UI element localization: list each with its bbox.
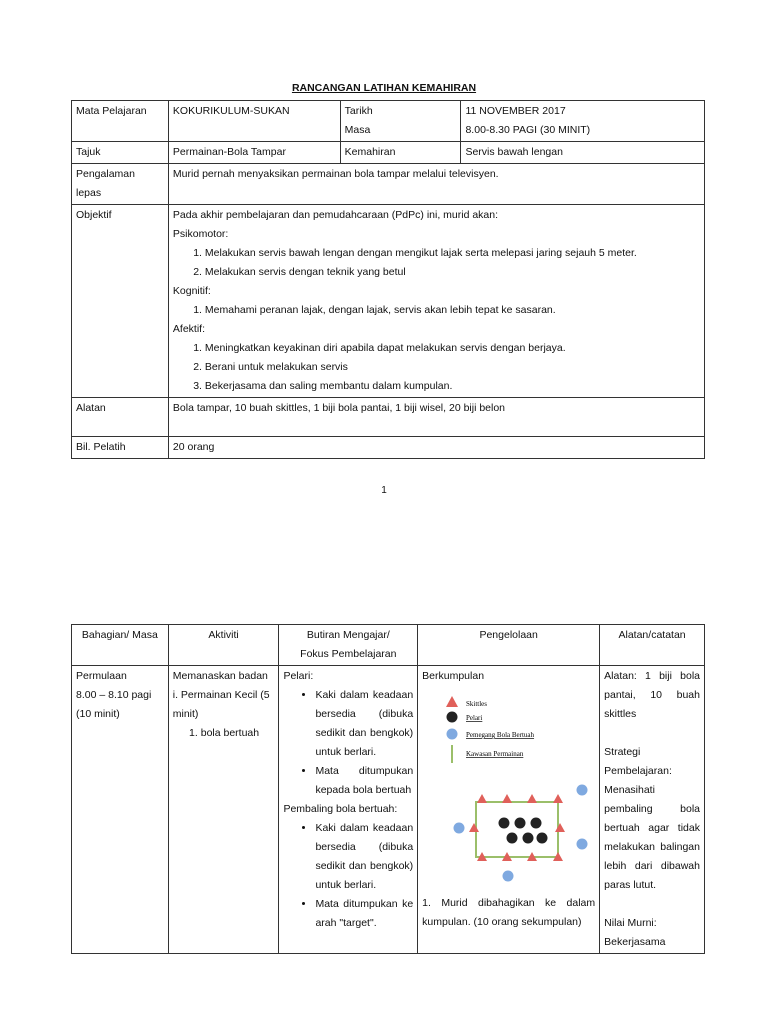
pelari-label: Pelari: — [283, 670, 314, 682]
bahagian-time: 8.00 – 8.10 pagi — [76, 689, 152, 701]
strategi-text: Menasihati pembaling bola bertuah agar tidak melakukan balingan lebih dari dibawah paras lutut. — [604, 784, 700, 891]
kognitif-label: Kognitif: — [172, 285, 211, 297]
objektif-intro: Pada akhir pembelajaran dan pemudahcaraan (PdPc) ini, murid akan: — [172, 209, 499, 221]
legend-kawasan: Kawasan Permainan — [466, 750, 524, 758]
pelari-item: • Kaki dalam keadaan bersedia (dibuka sedikit dan bengkok) untuk berlari. — [315, 686, 413, 762]
play-area — [476, 802, 558, 857]
skittle — [555, 823, 565, 832]
mata-pelajaran-value: KOKURIKULUM-SUKAN — [168, 101, 340, 142]
pembaling-item: • Mata ditumpukan ke arah "target". — [315, 895, 413, 933]
psikomotor-item: 2. Melakukan servis dengan teknik yang betul — [205, 263, 700, 282]
legend-pemegang: Pemegang Bola Bertuah — [466, 731, 535, 739]
kemahiran-value: Servis bawah lengan — [461, 142, 705, 164]
afektif-item: 2. Berani untuk melakukan servis — [205, 358, 700, 377]
aktiviti-item: 1. bola bertuah — [201, 724, 275, 743]
nilai-text: Bekerjasama — [604, 936, 666, 948]
header-aktiviti: Aktiviti — [168, 625, 279, 666]
psikomotor-label: Psikomotor: — [172, 228, 229, 240]
ball-holder — [454, 823, 465, 834]
tajuk-label: Tajuk — [72, 142, 169, 164]
kemahiran-label: Kemahiran — [340, 142, 461, 164]
tajuk-value: Permainan-Bola Tampar — [168, 142, 340, 164]
afektif-label: Afektif: — [172, 323, 206, 335]
tarikh-label: Tarikh — [344, 105, 373, 117]
strategi-label: Strategi Pembelajaran: — [604, 746, 672, 777]
mata-pelajaran-label: Mata Pelajaran — [72, 101, 169, 142]
page-number: 1 — [381, 485, 387, 496]
legend-skittles: Skittles — [466, 700, 488, 708]
pengelolaan-note: 1. Murid dibahagikan ke dalam kumpulan. (10 orang sekumpulan) — [422, 897, 596, 928]
ball-holder — [503, 871, 514, 882]
aktiviti-warmup: Memanaskan badan — [172, 670, 268, 682]
pengelolaan-title: Berkumpulan — [422, 670, 485, 682]
kognitif-item: 1. Memahami peranan lajak, dengan lajak, servis akan lebih tepat ke sasaran. — [205, 301, 700, 320]
runner — [515, 818, 526, 829]
legend-pelari: Pelari — [466, 714, 483, 722]
bahagian-duration: (10 minit) — [76, 708, 120, 720]
tarikh-value: 11 NOVEMBER 2017 — [465, 105, 566, 117]
aktiviti-game: i. Permainan Kecil (5 minit) — [172, 689, 270, 720]
runner — [499, 818, 510, 829]
header-alatan: Alatan/catatan — [600, 625, 705, 666]
pengalaman-value: Murid pernah menyaksikan permainan bola tampar melalui televisyen. — [168, 164, 704, 205]
pelari-item: • Mata ditumpukan kepada bola bertuah — [315, 762, 413, 800]
alatan-value: Bola tampar, 10 buah skittles, 1 biji bola pantai, 1 biji wisel, 20 biji belon — [168, 398, 704, 437]
header-pengelolaan: Pengelolaan — [418, 625, 600, 666]
runner — [531, 818, 542, 829]
runner — [523, 833, 534, 844]
alatan-label: Alatan — [72, 398, 169, 437]
runner — [507, 833, 518, 844]
header-butiran: Butiran Mengajar/ — [306, 629, 390, 641]
page-title: RANCANGAN LATIHAN KEMAHIRAN — [291, 82, 477, 94]
legend-skittle-icon — [446, 696, 458, 707]
skittle — [553, 794, 563, 803]
lesson-info-table — [71, 100, 705, 459]
activity-plan-table — [71, 624, 705, 954]
header-fokus: Fokus Pembelajaran — [300, 648, 397, 660]
bil-pelatih-value: 20 orang — [168, 437, 704, 459]
runner — [537, 833, 548, 844]
bil-pelatih-label: Bil. Pelatih — [72, 437, 169, 459]
ball-holder — [577, 785, 588, 796]
skittle — [469, 823, 479, 832]
pembaling-label: Pembaling bola bertuah: — [283, 803, 398, 815]
masa-value: 8.00-8.30 PAGI (30 MINIT) — [465, 124, 591, 136]
skittle — [527, 794, 537, 803]
alatan-note: Alatan: 1 biji bola pantai, 10 buah skittles — [604, 670, 700, 720]
pengalaman-label: Pengalaman — [76, 168, 135, 180]
masa-label: Masa — [344, 124, 371, 136]
ball-holder — [577, 839, 588, 850]
header-bahagian: Bahagian/ Masa — [72, 625, 169, 666]
legend-holder-icon — [447, 729, 458, 740]
pembaling-item: • Kaki dalam keadaan bersedia (dibuka sedikit dan bengkok) untuk berlari. — [315, 819, 413, 895]
bahagian-name: Permulaan — [76, 670, 127, 682]
formation-diagram — [422, 690, 594, 890]
nilai-label: Nilai Murni: — [604, 917, 657, 929]
pengalaman-label-2: lepas — [76, 187, 102, 199]
legend-runner-icon — [447, 712, 458, 723]
psikomotor-item: 1. Melakukan servis bawah lengan dengan mengikut lajak serta melepasi jaring sejauh 5 meter. — [205, 244, 700, 263]
objektif-label: Objektif — [72, 205, 169, 398]
skittle — [502, 794, 512, 803]
afektif-item: 1. Meningkatkan keyakinan diri apabila dapat melakukan servis dengan berjaya. — [205, 339, 700, 358]
afektif-item: 3. Bekerjasama dan saling membantu dalam kumpulan. — [205, 377, 700, 396]
skittle — [477, 794, 487, 803]
